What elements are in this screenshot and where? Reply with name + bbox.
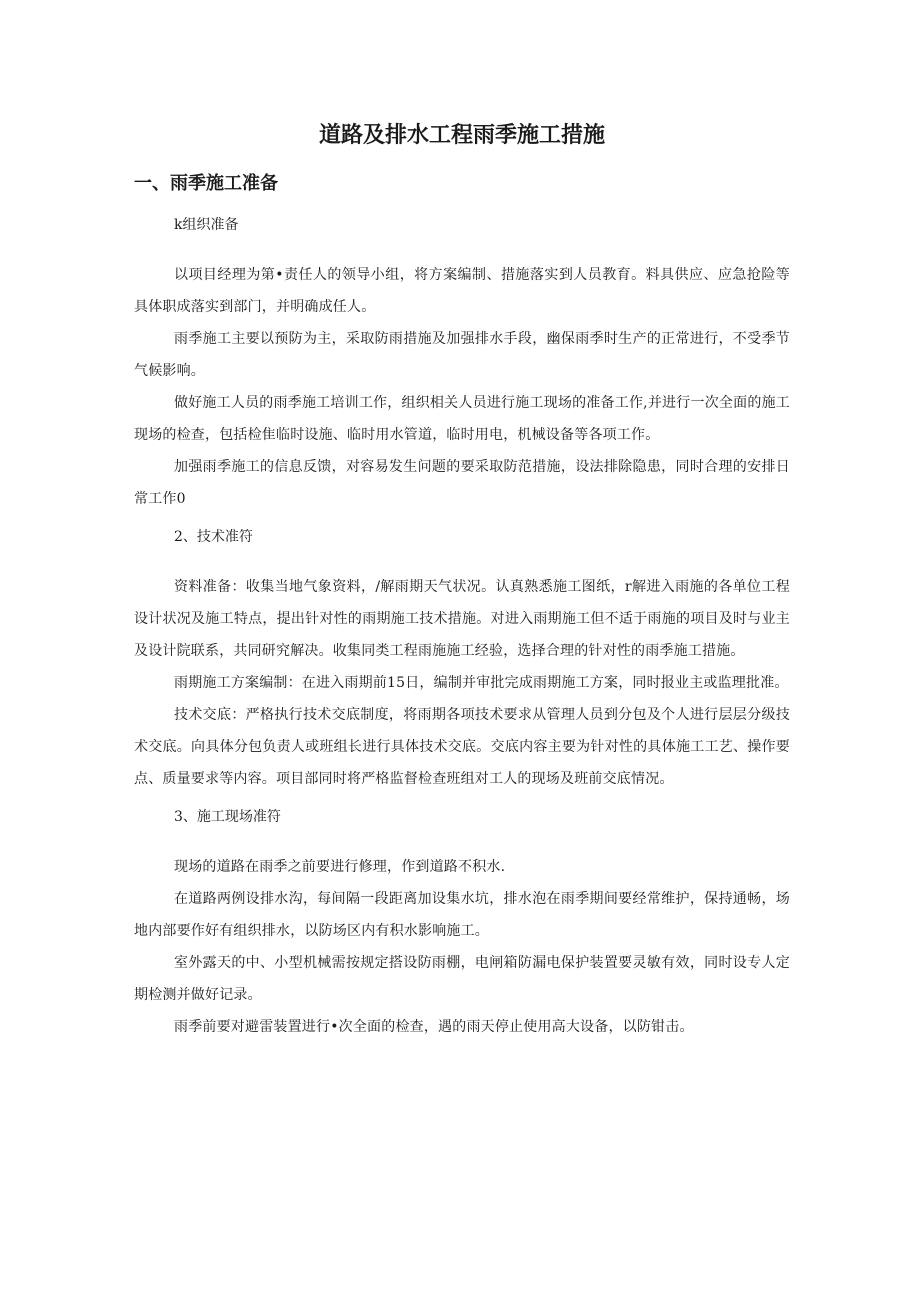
paragraph: 以项目经理为第•责任人的领导小组，将方案编制、措施落实到人员教育。料具供应、应急抢险等具体职成落实到部门，并明确成任人。	[134, 267, 790, 315]
subsection-heading-organization: k组织准备	[174, 217, 239, 233]
subsection-heading-site: 3、施工现场准符	[174, 809, 281, 825]
paragraph: 雨期施工方案编制：在进入雨期前15日，编制并审批完成雨期施工方案，同时报业主或监理批准。	[174, 675, 789, 691]
paragraph: 现场的道路在雨季之前要进行修理，作到道路不积水.	[174, 859, 506, 875]
document-page	[134, 118, 790, 1043]
document-title: 道路及排水工程雨季施工措施	[318, 123, 605, 148]
paragraph: 加强雨季施工的信息反馈，对容易发生问题的要采取防范措施，设法排除隐患，同时合理的安排日常工作0	[134, 459, 790, 507]
paragraph: 雨季前要对避雷装置进行•次全面的检查，遇的雨天停止使用高大设备，以防钳击。	[174, 1019, 694, 1035]
paragraph: 雨季施工主要以预防为主，采取防雨措施及加强排水手段，幽保雨季时生产的正常进行，不受季节气候影响。	[134, 331, 790, 379]
subsection-heading-technical: 2、技术准符	[174, 529, 253, 545]
paragraph: 在道路两例设排水沟，每间隔一段距离加设集水坑，排水泡在雨季期间要经常维护，保持通畅，场地内部要作好有组织排水，以防场区内有积水影响施工。	[134, 891, 790, 939]
paragraph: 做好施工人员的雨季施工培训工作，组织相关人员进行施工现场的准备工作,并进行一次全面的施工现场的检查，包括检隹临时设施、临时用水管道，临时用电，机械设备等各项工作。	[134, 395, 790, 443]
paragraph: 资料准备：收集当地气象资料，/解雨期天气状况。认真熟悉施工图纸，r解进入雨施的各单位工程设计状况及施工特点，提出针对性的雨期施工技术措施。对进入雨期施工但不适于雨施的项目及时与业主及设计院联系，共同研究解决。收集同类工程雨施施工经验，选择合理的针对性的雨季施工措施。	[134, 579, 790, 659]
paragraph: 室外露天的中、小型机械需按规定搭设防雨棚，电闸箱防漏电保护装置要灵敏有效，同时设专人定期检测并做好记录。	[134, 955, 790, 1003]
paragraph: 技术交底：严格执行技术交底制度，将雨期各项技术要求从管理人员到分包及个人进行层层分级技术交底。向具体分包负责人或班组长进行具体技术交底。交底内容主要为针对性的具体施工工艺、操作要点、质量要求等内容。项目部同时将严格监督检查班组对工人的现场及班前交底情况。	[134, 707, 790, 787]
section-heading-rainy-prep: 一、雨季施工准备	[134, 173, 278, 194]
